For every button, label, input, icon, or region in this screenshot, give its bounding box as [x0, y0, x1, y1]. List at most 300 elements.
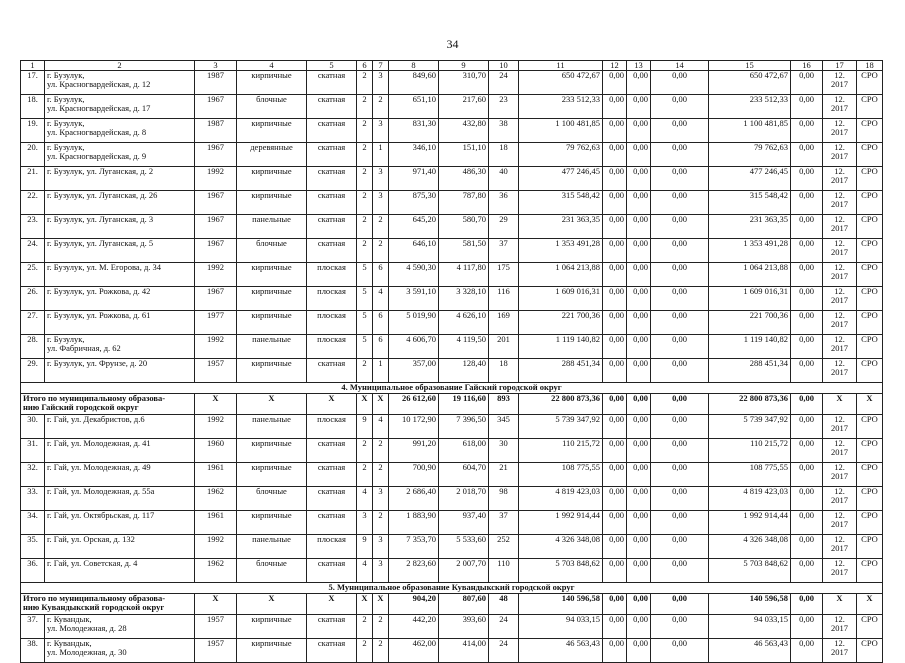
section-title-row — [21, 583, 883, 594]
living-area: 5 533,60 — [439, 535, 489, 559]
fund-4: 477 246,45 — [709, 167, 791, 191]
total-cost: 1 609 016,31 — [519, 287, 603, 311]
fund-1: 0,00 — [603, 191, 627, 215]
floors: 5 — [357, 311, 373, 335]
total-cost: 1 064 213,88 — [519, 263, 603, 287]
fund-5: 0,00 — [791, 615, 823, 639]
roof-type: скатная — [307, 359, 357, 383]
table-row — [21, 119, 883, 143]
roof-type: скатная — [307, 463, 357, 487]
fund-1: 0,00 — [603, 119, 627, 143]
address: г. Бузулук, ул. Красногвардейская, д. 12 — [45, 71, 195, 95]
x-mark: X — [357, 594, 373, 615]
floors: 2 — [357, 215, 373, 239]
address: г. Бузулук, ул. Луганская, д. 5 — [45, 239, 195, 263]
table-row — [21, 311, 883, 335]
page-number: 34 — [446, 37, 459, 51]
fund-4: 650 472,67 — [709, 71, 791, 95]
address: г. Гай, ул. Декабристов, д.6 — [45, 415, 195, 439]
subtotal-total-cost: 22 800 873,36 — [519, 394, 603, 415]
total-area: 700,90 — [389, 463, 439, 487]
entrances: 2 — [373, 463, 389, 487]
floors: 2 — [357, 239, 373, 263]
build-year: 1961 — [195, 463, 237, 487]
fund-5: 0,00 — [791, 287, 823, 311]
fund-4: 1 992 914,44 — [709, 511, 791, 535]
residents: 40 — [489, 167, 519, 191]
fund-1: 0,00 — [603, 143, 627, 167]
table-row — [21, 263, 883, 287]
x-mark: X — [373, 594, 389, 615]
wall-material: блочные — [237, 559, 307, 583]
fund-3: 0,00 — [651, 95, 709, 119]
fund-3: 0,00 — [651, 335, 709, 359]
living-area: 432,80 — [439, 119, 489, 143]
floors: 5 — [357, 263, 373, 287]
fund-5: 0,00 — [791, 559, 823, 583]
column-number: 5 — [307, 61, 357, 71]
fund-5: 0,00 — [791, 119, 823, 143]
x-mark: X — [857, 394, 883, 415]
completion-date: 12. 2017 — [823, 639, 857, 663]
fund-5: 0,00 — [791, 95, 823, 119]
total-area: 5 019,90 — [389, 311, 439, 335]
fund-1: 0,00 — [603, 359, 627, 383]
wall-material: кирпичные — [237, 287, 307, 311]
fund-4: 288 451,34 — [709, 359, 791, 383]
fund-1: 0,00 — [603, 415, 627, 439]
column-number: 3 — [195, 61, 237, 71]
completion-date: 12. 2017 — [823, 415, 857, 439]
residents: 345 — [489, 415, 519, 439]
row-number: 17. — [21, 71, 45, 95]
roof-type: скатная — [307, 639, 357, 663]
fund-4: 1 119 140,82 — [709, 335, 791, 359]
table-row — [21, 143, 883, 167]
wall-material: блочные — [237, 95, 307, 119]
residents: 36 — [489, 191, 519, 215]
row-number: 21. — [21, 167, 45, 191]
fund-3: 0,00 — [651, 119, 709, 143]
subtotal-total-area: 26 612,60 — [389, 394, 439, 415]
fund-5: 0,00 — [791, 487, 823, 511]
fund-3: 0,00 — [651, 167, 709, 191]
fund-5: 0,00 — [791, 463, 823, 487]
fund-2: 0,00 — [627, 239, 651, 263]
floors: 2 — [357, 119, 373, 143]
total-area: 7 353,70 — [389, 535, 439, 559]
column-number: 4 — [237, 61, 307, 71]
roof-type: плоская — [307, 535, 357, 559]
x-mark: X — [857, 594, 883, 615]
entrances: 2 — [373, 615, 389, 639]
completion-date: 12. 2017 — [823, 119, 857, 143]
column-number: 9 — [439, 61, 489, 71]
build-year: 1992 — [195, 167, 237, 191]
subtotal-fund-4: 140 596,58 — [709, 594, 791, 615]
living-area: 486,30 — [439, 167, 489, 191]
column-number: 13 — [627, 61, 651, 71]
method: СРО — [857, 287, 883, 311]
wall-material: кирпичные — [237, 167, 307, 191]
build-year: 1992 — [195, 415, 237, 439]
entrances: 3 — [373, 559, 389, 583]
total-area: 651,10 — [389, 95, 439, 119]
roof-type: скатная — [307, 167, 357, 191]
table-row — [21, 191, 883, 215]
fund-3: 0,00 — [651, 415, 709, 439]
wall-material: блочные — [237, 239, 307, 263]
fund-1: 0,00 — [603, 95, 627, 119]
fund-4: 5 703 848,62 — [709, 559, 791, 583]
subtotal-fund-1: 0,00 — [603, 594, 627, 615]
living-area: 414,00 — [439, 639, 489, 663]
wall-material: кирпичные — [237, 119, 307, 143]
fund-5: 0,00 — [791, 71, 823, 95]
entrances: 4 — [373, 287, 389, 311]
floors: 2 — [357, 191, 373, 215]
living-area: 937,40 — [439, 511, 489, 535]
subtotal-label: Итого по муниципальному образова- нию Гайский городской округ — [21, 394, 195, 415]
fund-2: 0,00 — [627, 71, 651, 95]
completion-date: 12. 2017 — [823, 311, 857, 335]
entrances: 2 — [373, 439, 389, 463]
method: СРО — [857, 95, 883, 119]
fund-3: 0,00 — [651, 143, 709, 167]
row-number: 36. — [21, 559, 45, 583]
method: СРО — [857, 239, 883, 263]
floors: 2 — [357, 439, 373, 463]
row-number: 23. — [21, 215, 45, 239]
subtotal-row — [21, 394, 883, 415]
entrances: 3 — [373, 167, 389, 191]
fund-5: 0,00 — [791, 359, 823, 383]
fund-5: 0,00 — [791, 263, 823, 287]
roof-type: скатная — [307, 239, 357, 263]
wall-material: кирпичные — [237, 71, 307, 95]
completion-date: 12. 2017 — [823, 535, 857, 559]
roof-type: скатная — [307, 439, 357, 463]
x-mark: X — [237, 594, 307, 615]
fund-2: 0,00 — [627, 439, 651, 463]
total-area: 2 823,60 — [389, 559, 439, 583]
living-area: 604,70 — [439, 463, 489, 487]
table-row — [21, 439, 883, 463]
fund-2: 0,00 — [627, 511, 651, 535]
total-cost: 4 819 423,03 — [519, 487, 603, 511]
fund-4: 1 609 016,31 — [709, 287, 791, 311]
fund-5: 0,00 — [791, 239, 823, 263]
subtotal-fund-4: 22 800 873,36 — [709, 394, 791, 415]
address: г. Бузулук, ул. Луганская, д. 26 — [45, 191, 195, 215]
table-row — [21, 287, 883, 311]
wall-material: кирпичные — [237, 511, 307, 535]
residents: 38 — [489, 119, 519, 143]
subtotal-label: Итого по муниципальному образова- нию Кувандыкский городской округ — [21, 594, 195, 615]
total-area: 10 172,90 — [389, 415, 439, 439]
row-number: 28. — [21, 335, 45, 359]
residents: 175 — [489, 263, 519, 287]
fund-3: 0,00 — [651, 511, 709, 535]
residents: 201 — [489, 335, 519, 359]
residents: 169 — [489, 311, 519, 335]
residents: 98 — [489, 487, 519, 511]
total-cost: 231 363,35 — [519, 215, 603, 239]
method: СРО — [857, 463, 883, 487]
living-area: 581,50 — [439, 239, 489, 263]
floors: 3 — [357, 511, 373, 535]
address: г. Бузулук, ул. Луганская, д. 2 — [45, 167, 195, 191]
method: СРО — [857, 311, 883, 335]
row-number: 27. — [21, 311, 45, 335]
wall-material: деревянные — [237, 143, 307, 167]
roof-type: скатная — [307, 559, 357, 583]
subtotal-fund-3: 0,00 — [651, 594, 709, 615]
fund-4: 231 363,35 — [709, 215, 791, 239]
row-number: 26. — [21, 287, 45, 311]
roof-type: скатная — [307, 511, 357, 535]
total-area: 346,10 — [389, 143, 439, 167]
row-number: 19. — [21, 119, 45, 143]
living-area: 787,80 — [439, 191, 489, 215]
entrances: 6 — [373, 335, 389, 359]
address: г. Бузулук, ул. Фрунзе, д. 20 — [45, 359, 195, 383]
fund-3: 0,00 — [651, 639, 709, 663]
floors: 2 — [357, 167, 373, 191]
fund-4: 233 512,33 — [709, 95, 791, 119]
housing-registry-table — [20, 60, 883, 663]
floors: 2 — [357, 359, 373, 383]
total-cost: 1 992 914,44 — [519, 511, 603, 535]
fund-2: 0,00 — [627, 487, 651, 511]
total-cost: 4 326 348,08 — [519, 535, 603, 559]
fund-4: 315 548,42 — [709, 191, 791, 215]
residents: 29 — [489, 215, 519, 239]
residents: 23 — [489, 95, 519, 119]
total-cost: 221 700,36 — [519, 311, 603, 335]
address: г. Бузулук, ул. Красногвардейская, д. 8 — [45, 119, 195, 143]
x-mark: X — [373, 394, 389, 415]
fund-2: 0,00 — [627, 167, 651, 191]
build-year: 1967 — [195, 143, 237, 167]
subtotal-residents: 893 — [489, 394, 519, 415]
fund-3: 0,00 — [651, 287, 709, 311]
method: СРО — [857, 263, 883, 287]
residents: 18 — [489, 143, 519, 167]
completion-date: 12. 2017 — [823, 511, 857, 535]
fund-3: 0,00 — [651, 239, 709, 263]
fund-5: 0,00 — [791, 415, 823, 439]
table-row — [21, 535, 883, 559]
total-area: 991,20 — [389, 439, 439, 463]
completion-date: 12. 2017 — [823, 439, 857, 463]
wall-material: панельные — [237, 415, 307, 439]
build-year: 1960 — [195, 439, 237, 463]
fund-5: 0,00 — [791, 439, 823, 463]
row-number: 22. — [21, 191, 45, 215]
completion-date: 12. 2017 — [823, 263, 857, 287]
address: г. Гай, ул. Молодежная, д. 49 — [45, 463, 195, 487]
residents: 37 — [489, 511, 519, 535]
fund-5: 0,00 — [791, 143, 823, 167]
row-number: 34. — [21, 511, 45, 535]
entrances: 2 — [373, 215, 389, 239]
row-number: 25. — [21, 263, 45, 287]
fund-5: 0,00 — [791, 167, 823, 191]
total-cost: 1 119 140,82 — [519, 335, 603, 359]
column-number: 15 — [709, 61, 791, 71]
table-row — [21, 615, 883, 639]
fund-2: 0,00 — [627, 191, 651, 215]
fund-2: 0,00 — [627, 559, 651, 583]
completion-date: 12. 2017 — [823, 191, 857, 215]
living-area: 217,60 — [439, 95, 489, 119]
total-area: 462,00 — [389, 639, 439, 663]
roof-type: скатная — [307, 191, 357, 215]
fund-2: 0,00 — [627, 359, 651, 383]
table-row — [21, 511, 883, 535]
build-year: 1992 — [195, 263, 237, 287]
fund-1: 0,00 — [603, 239, 627, 263]
table-row — [21, 239, 883, 263]
fund-4: 4 326 348,08 — [709, 535, 791, 559]
total-area: 849,60 — [389, 71, 439, 95]
completion-date: 12. 2017 — [823, 359, 857, 383]
fund-3: 0,00 — [651, 535, 709, 559]
total-area: 357,00 — [389, 359, 439, 383]
subtotal-total-cost: 140 596,58 — [519, 594, 603, 615]
residents: 110 — [489, 559, 519, 583]
x-mark: X — [357, 394, 373, 415]
build-year: 1977 — [195, 311, 237, 335]
method: СРО — [857, 143, 883, 167]
fund-1: 0,00 — [603, 535, 627, 559]
fund-4: 4 819 423,03 — [709, 487, 791, 511]
fund-4: 46 563,43 — [709, 639, 791, 663]
wall-material: кирпичные — [237, 615, 307, 639]
fund-2: 0,00 — [627, 535, 651, 559]
table-row — [21, 559, 883, 583]
method: СРО — [857, 215, 883, 239]
fund-1: 0,00 — [603, 71, 627, 95]
method: СРО — [857, 639, 883, 663]
fund-4: 221 700,36 — [709, 311, 791, 335]
x-mark: X — [237, 394, 307, 415]
build-year: 1967 — [195, 287, 237, 311]
fund-3: 0,00 — [651, 215, 709, 239]
section-title: 4. Муниципальное образование Гайский городской округ — [21, 383, 883, 394]
total-cost: 5 703 848,62 — [519, 559, 603, 583]
floors: 4 — [357, 559, 373, 583]
fund-3: 0,00 — [651, 263, 709, 287]
completion-date: 12. 2017 — [823, 239, 857, 263]
completion-date: 12. 2017 — [823, 463, 857, 487]
total-area: 971,40 — [389, 167, 439, 191]
address: г. Гай, ул. Молодежная, д. 55а — [45, 487, 195, 511]
column-number: 1 — [21, 61, 45, 71]
row-number: 35. — [21, 535, 45, 559]
total-cost: 288 451,34 — [519, 359, 603, 383]
row-number: 32. — [21, 463, 45, 487]
roof-type: плоская — [307, 311, 357, 335]
completion-date: 12. 2017 — [823, 559, 857, 583]
build-year: 1967 — [195, 239, 237, 263]
fund-2: 0,00 — [627, 639, 651, 663]
total-area: 2 686,40 — [389, 487, 439, 511]
fund-1: 0,00 — [603, 439, 627, 463]
fund-1: 0,00 — [603, 311, 627, 335]
fund-1: 0,00 — [603, 287, 627, 311]
row-number: 18. — [21, 95, 45, 119]
residents: 18 — [489, 359, 519, 383]
fund-3: 0,00 — [651, 463, 709, 487]
address: г. Гай, ул. Советская, д. 4 — [45, 559, 195, 583]
roof-type: скатная — [307, 95, 357, 119]
subtotal-fund-5: 0,00 — [791, 394, 823, 415]
subtotal-residents: 48 — [489, 594, 519, 615]
x-mark: X — [195, 594, 237, 615]
method: СРО — [857, 439, 883, 463]
total-cost: 46 563,43 — [519, 639, 603, 663]
living-area: 2 007,70 — [439, 559, 489, 583]
entrances: 1 — [373, 143, 389, 167]
build-year: 1957 — [195, 359, 237, 383]
row-number: 33. — [21, 487, 45, 511]
entrances: 3 — [373, 119, 389, 143]
roof-type: скатная — [307, 615, 357, 639]
address: г. Кувандык, ул. Молодежная, д. 28 — [45, 615, 195, 639]
total-cost: 233 512,33 — [519, 95, 603, 119]
table-row — [21, 167, 883, 191]
fund-1: 0,00 — [603, 639, 627, 663]
fund-5: 0,00 — [791, 191, 823, 215]
fund-3: 0,00 — [651, 191, 709, 215]
subtotal-fund-2: 0,00 — [627, 394, 651, 415]
fund-4: 5 739 347,92 — [709, 415, 791, 439]
total-area: 3 591,10 — [389, 287, 439, 311]
fund-4: 79 762,63 — [709, 143, 791, 167]
subtotal-total-area: 904,20 — [389, 594, 439, 615]
row-number: 31. — [21, 439, 45, 463]
total-cost: 650 472,67 — [519, 71, 603, 95]
fund-3: 0,00 — [651, 71, 709, 95]
wall-material: панельные — [237, 535, 307, 559]
fund-1: 0,00 — [603, 215, 627, 239]
residents: 24 — [489, 615, 519, 639]
row-number: 24. — [21, 239, 45, 263]
fund-2: 0,00 — [627, 263, 651, 287]
living-area: 7 396,50 — [439, 415, 489, 439]
table-row — [21, 415, 883, 439]
wall-material: панельные — [237, 335, 307, 359]
total-cost: 79 762,63 — [519, 143, 603, 167]
table-row — [21, 215, 883, 239]
x-mark: X — [823, 594, 857, 615]
fund-1: 0,00 — [603, 263, 627, 287]
method: СРО — [857, 119, 883, 143]
fund-4: 1 353 491,28 — [709, 239, 791, 263]
fund-3: 0,00 — [651, 487, 709, 511]
roof-type: плоская — [307, 263, 357, 287]
x-mark: X — [823, 394, 857, 415]
total-area: 4 590,30 — [389, 263, 439, 287]
method: СРО — [857, 71, 883, 95]
column-number: 11 — [519, 61, 603, 71]
column-number: 2 — [45, 61, 195, 71]
table-row — [21, 359, 883, 383]
completion-date: 12. 2017 — [823, 95, 857, 119]
x-mark: X — [307, 394, 357, 415]
